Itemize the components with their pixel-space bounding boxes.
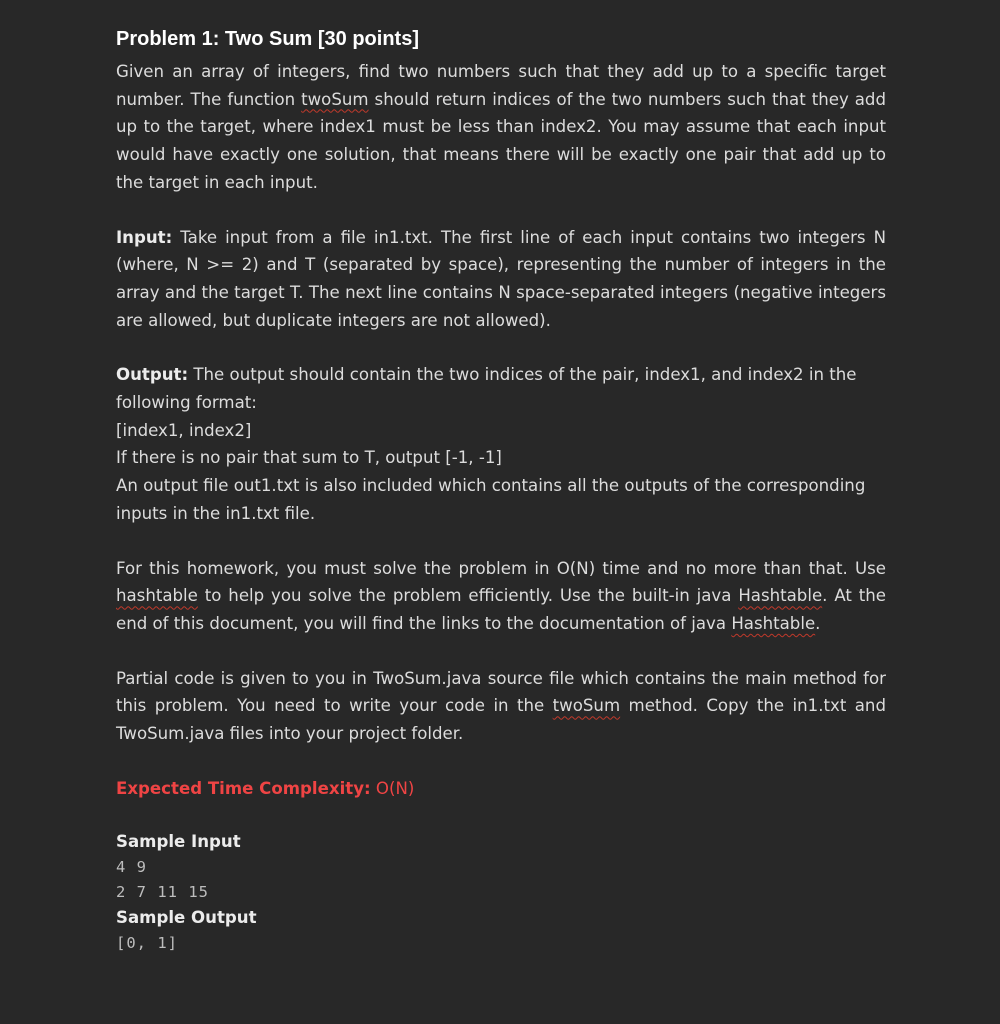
output-no-pair: If there is no pair that sum to T, output [-1, -1] [116,448,502,468]
homework-text-b: to help you solve the problem efficiently. Use the built-in java [197,586,739,606]
output-line-1-text: The output should contain the two indices of the pair, index1, and index2 in the following format: [116,365,857,413]
partial-code-paragraph [116,665,886,748]
output-line-1 [116,361,886,416]
partial-text-a: Partial code is given to you in TwoSum.java source file which contains the main method for this problem. You need to write your code in the [116,668,886,716]
homework-word-hashtable-2: Hashtable [738,586,823,606]
partial-function-name: twoSum [552,696,621,716]
input-description [116,224,886,335]
output-label: Output: [116,365,189,385]
complexity-line [116,775,886,803]
sample-input-label: Sample Input [116,832,241,852]
partial-text-b: method. Copy the in1.txt and TwoSum.java files into your project folder. [116,696,886,744]
complexity-value: O(N) [370,778,415,798]
sample-output-line-1: [0, 1] [116,934,178,953]
sample-input-line-1: 4 9 [116,858,147,877]
output-file-note: An output file out1.txt is also included which contains all the outputs of the corresponding inputs in the in1.txt file. [116,476,866,523]
homework-text-a: For this homework, you must solve the problem in O(N) time and no more than that. Use [116,558,886,578]
sample-output-label: Sample Output [116,908,257,928]
output-description [116,361,886,527]
problem-title: Problem 1: Two Sum [30 points] [116,28,419,50]
input-label: Input: [116,227,173,247]
problem-intro [116,58,886,197]
intro-text-b: should return indices of the two numbers such that they add up to the target, where index1 must be less than index2. You may assume that each input would have exactly one solution, that means there will be exactly one pair that add up to the target in each input. [116,89,886,192]
homework-paragraph [116,555,886,638]
sample-block [116,829,886,956]
intro-text-a: Given an array of integers, find two numbers such that they add up to a specific target number. The function [116,62,886,109]
homework-word-hashtable: hashtable [116,586,198,606]
output-format: [index1, index2] [116,420,252,440]
homework-text-c: . At the end of this document, you will find the links to the documentation of java [116,586,887,633]
complexity-label: Expected Time Complexity: [116,778,371,798]
intro-function-name: twoSum [301,89,369,109]
homework-word-hashtable-3: Hashtable [731,613,816,633]
sample-input-line-2: 2 7 11 15 [116,883,209,902]
homework-text-d: . [815,613,821,633]
input-text: Take input from a file in1.txt. The first line of each input contains two integers N (where, N >= 2) and T (separated by space), representing the number of integers in the array and the target T. The next line contains N space-separated integers (negative integers are allowed, but duplicate integers are not allowed). [116,227,886,330]
